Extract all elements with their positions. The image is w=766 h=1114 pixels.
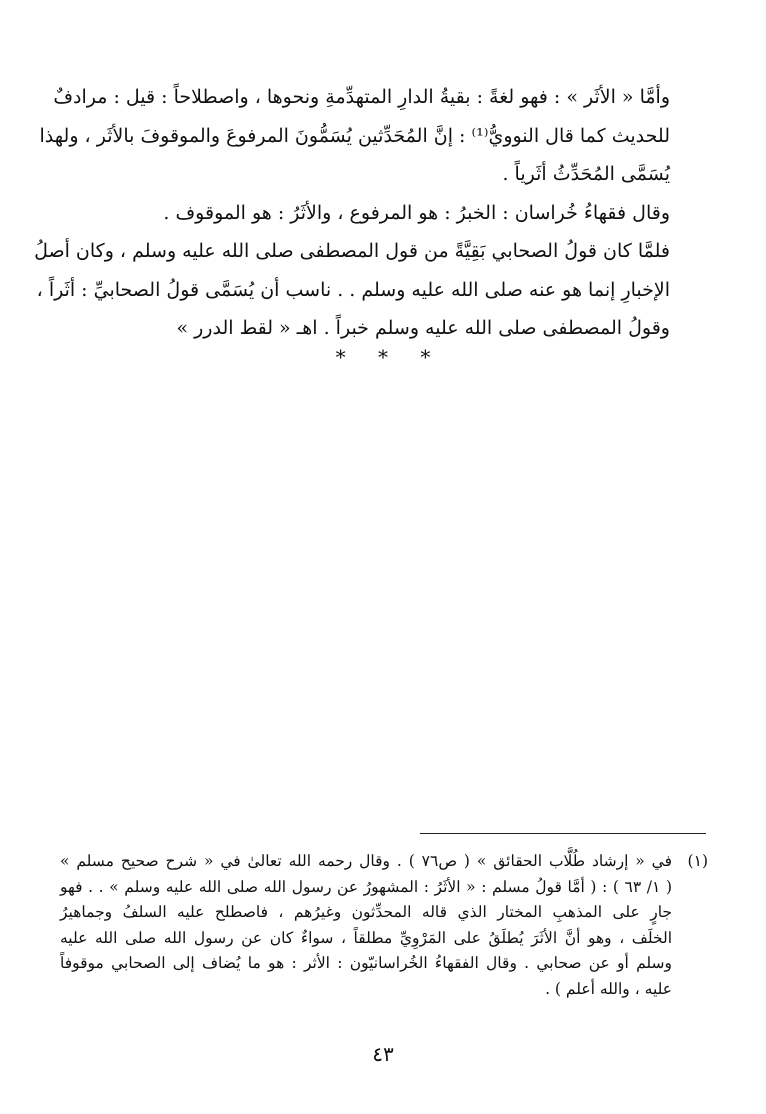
paragraph-conclusion [34,232,708,348]
text-line: يُسَمَّى المُحَدِّثُ أثَرياً . [502,163,670,185]
page-number: ٤٣ [372,1042,394,1066]
footnote-text [60,849,672,1002]
text-line: وأمَّا « الأثَر » : فهو لغةً : بقيةُ الدارِ المتهدِّمةِ ونحوها ، واصطلاحاً : قيل : مرادفٌ [53,86,670,108]
text-line: وقولُ المصطفى صلى الله عليه وسلم خبراً . اهـ « لقط الدرر » [176,317,670,339]
paragraph-khurasan-jurists [60,194,708,233]
section-divider-stars [0,345,766,369]
text-line: فلمَّا كان قولُ الصحابي بَقِيَّةً من قول المصطفى صلى الله عليه وسلم ، وكان أصلُ [34,240,670,262]
footnote-line: جارٍ على المذهبِ المختار الذي قاله المحدِّثون وغيرُهم ، فاصطلح عليه السلفُ وجماهيرُ [60,903,672,921]
text-line: للحديث كما قال النوويُّ⁽¹⁾ : إنَّ المُحَدِّثين يُسَمُّونَ المرفوعَ والموقوفَ بالأثَر ، ولهذا [39,124,670,147]
footnote-separator [420,833,706,834]
footnote-line: في « إرشاد طُلَّاب الحقائق » ( ص٧٦ ) . وقال رحمه الله تعالىٰ في « شرح صحيح مسلم » [60,852,672,870]
footnote-line: عليه ، والله أعلم ) . [545,979,672,998]
footnote-number: (١) [687,852,708,870]
text-line: وقال فقهاءُ خُراسان : الخبرُ : هو المرفوع ، والأثَرُ : هو الموقوف . [163,201,670,224]
star-ornament: * [378,345,388,369]
footnote-line: الخلَف ، وهو أنَّ الأثَرَ يُطلَقُ على المَرْوِيِّ مطلقاً ، سواءٌ كان عن رسول الله صلى الله عليه [60,928,672,947]
star-ornament: * [420,345,431,369]
footnote-line: وسلم أو عن صحابي . وقال الفقهاءُ الخُراسانيّون : الأثر : هو ما يُضاف إلى الصحابي موقوفاً [60,954,672,972]
main-text [34,78,708,348]
footnotes [60,849,708,1002]
text-line: الإخبارِ إنما هو عنه صلى الله عليه وسلم . . ناسب أن يُسَمَّى قولُ الصحابيِّ : أثَراً ، [36,278,670,301]
star-ornament: * [335,345,346,369]
footnote-line: ( ١/ ٦٣ ) : ( أمَّا قولُ مسلم : « الأثَرُ : المشهورُ عن رسول الله صلى الله عليه وسلم » . . فهو [60,877,672,896]
paragraph-athar-definition [39,78,708,194]
